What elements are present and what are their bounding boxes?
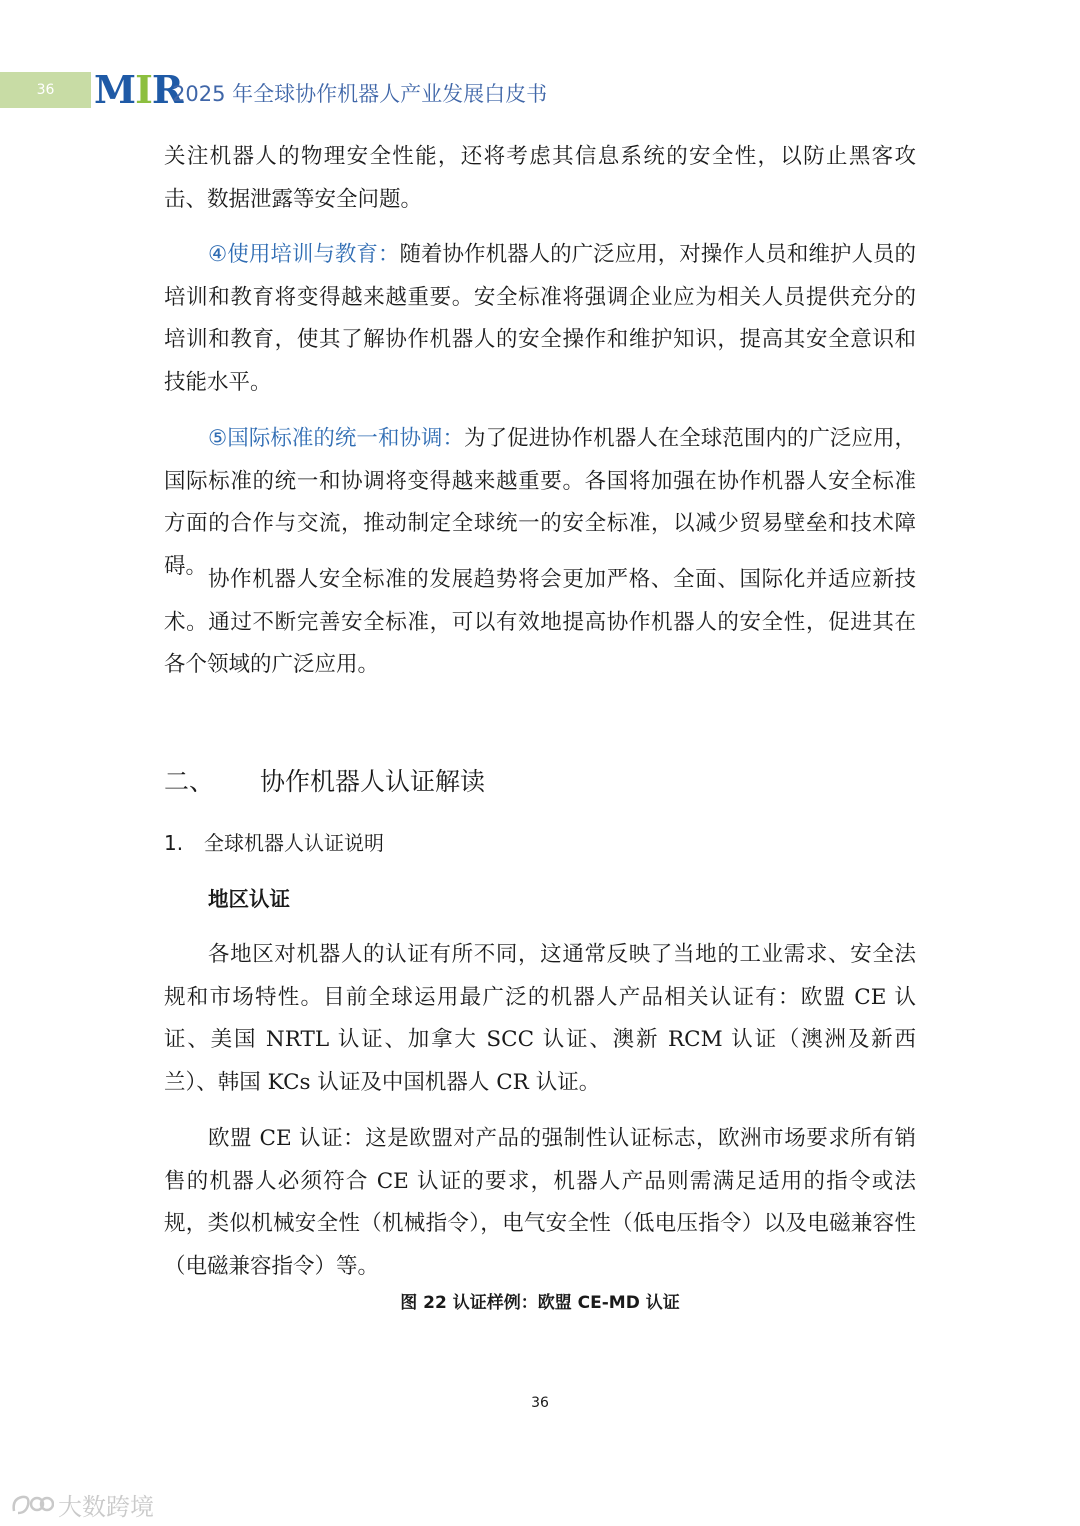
paragraph-3-label: ⑤国际标准的统一和协调：	[208, 426, 465, 451]
paragraph-1: 关注机器人的物理安全性能，还将考虑其信息系统的安全性，以防止黑客攻击、数据泄露等安全问题。	[164, 144, 916, 212]
mir-logo: MIR	[94, 67, 183, 112]
paragraph-2-label: ④使用培训与教育：	[208, 242, 400, 267]
header-title: 2025 年全球协作机器人产业发展白皮书	[172, 82, 548, 106]
paragraph-2-text: 随着协作机器人的广泛应用，对操作人员和维护人员的培训和教育将变得越来越重要。安全标准将强调企业应为相关人员提供充分的培训和教育，使其了解协作机器人的安全操作和维护知识，提高其安全意识和技能水平。	[164, 242, 916, 395]
figure-caption: 图 22 认证样例：欧盟 CE-MD 认证	[400, 1293, 680, 1313]
section-heading	[164, 762, 485, 802]
watermark-logo-icon	[10, 1491, 54, 1517]
footer-page-number: 36	[531, 1395, 549, 1411]
subsection-title: 全球机器人认证说明	[204, 831, 384, 855]
paragraph-5: 各地区对机器人的认证有所不同，这通常反映了当地的工业需求、安全法规和市场特性。目前全球运用最广泛的机器人产品相关认证有：欧盟 CE 认证、美国 NRTL 认证、加拿大 SCC 认证、澳新 RCM 认证（澳洲及新西兰）、韩国 KCs 认证及中国机器人 CR 认证。	[164, 942, 916, 1095]
subsubsection-heading: 地区认证	[208, 887, 290, 911]
paragraph-6: 欧盟 CE 认证：这是欧盟对产品的强制性认证标志，欧洲市场要求所有销售的机器人必须符合 CE 认证的要求，机器人产品则需满足适用的指令或法规，类似机械安全性（机械指令），电气安全性（低电压指令）以及电磁兼容性（电磁兼容指令）等。	[164, 1126, 916, 1279]
subsection-heading	[164, 827, 384, 859]
watermark	[10, 1488, 154, 1520]
subsection-number: 1.	[164, 831, 184, 855]
header-page-number: 36	[36, 82, 55, 98]
paragraph-4: 协作机器人安全标准的发展趋势将会更加严格、全面、国际化并适应新技术。通过不断完善安全标准，可以有效地提高协作机器人的安全性，促进其在各个领域的广泛应用。	[164, 567, 916, 677]
section-title: 协作机器人认证解读	[260, 767, 486, 796]
paragraph-2	[164, 234, 916, 404]
section-number: 二、	[164, 767, 215, 796]
paragraph-3-text: 为了促进协作机器人在全球范围内的广泛应用，国际标准的统一和协调将变得越来越重要。各国将加强在协作机器人安全标准方面的合作与交流，推动制定全球统一的安全标准，以减少贸易壁垒和技术障碍。	[164, 426, 916, 579]
watermark-text: 大数跨境	[58, 1492, 154, 1521]
